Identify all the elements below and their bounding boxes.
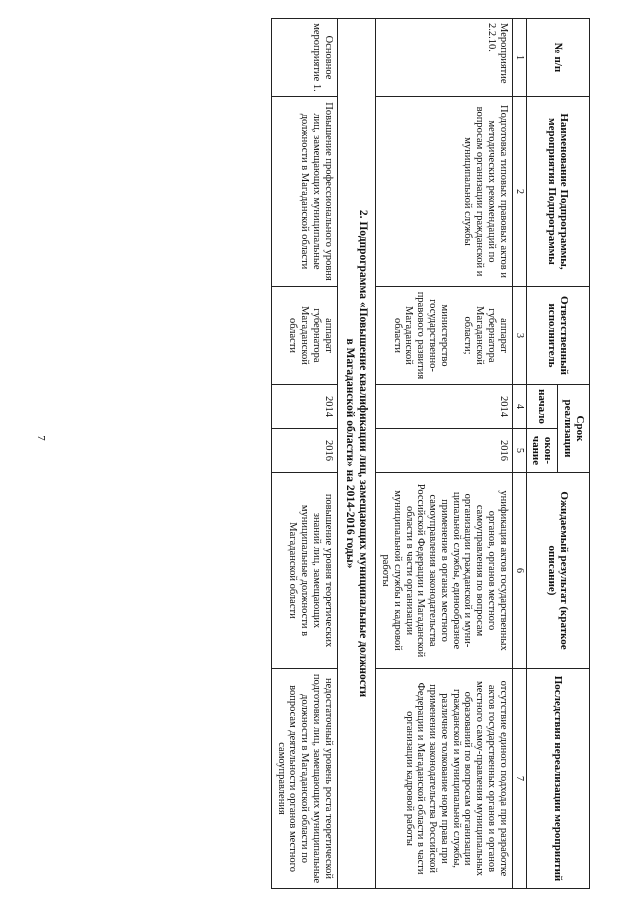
- page-number: 7: [34, 435, 47, 441]
- row-executor: аппарат губернатора Магаданской области: [271, 287, 337, 385]
- column-number: 7: [512, 669, 526, 889]
- row-consequences: отсутствие единого подхода при разработке актов государственных органов и органов местного самоу-правления муниципальных образований по вопросам организации гражданской и муниципальной службы, различное толкование норм права при применении законодательства Российской Федерации и Магаданской области в части организации кадровой работы: [376, 669, 512, 889]
- section-row: [337, 19, 376, 889]
- column-number: 5: [512, 429, 526, 473]
- row-result: унификация актов государственных органов, органов местного самоуправления по вопросам организации гражданской и муни-ципальной службы, единообразное применение в органах местного самоуправления законодательства Российской Федерации и Магаданской области в части организации муниципальной службы и кадровой работы: [376, 473, 512, 669]
- row-num: Мероприятие 2.2.10.: [376, 19, 512, 97]
- section-title-line: 2. Подпрограмма «Повышение квалификации лиц, замещающих муниципальные должности: [357, 209, 370, 698]
- row-result: повышение уровня теоретических знаний лиц, замещающих муниципальные должности в Магаданской области: [271, 473, 337, 669]
- executor-line: аппарат губернатора Магаданской области;: [462, 306, 509, 365]
- row-name: Подготовка типовых правовых актов и методических рекомендаций по вопросам организации гражданской и муниципальной службы: [376, 97, 512, 287]
- table-row: [271, 19, 337, 889]
- executor-line: министерство государственно-правового развития Магаданской области: [391, 291, 450, 380]
- column-number: 1: [512, 19, 526, 97]
- table-row: [376, 19, 512, 889]
- header-num: № п/п: [526, 19, 589, 97]
- header-result: Ожидаемый результат (краткое описание): [526, 473, 589, 669]
- column-number: 3: [512, 287, 526, 385]
- header-row: [558, 19, 590, 889]
- row-executor: [376, 287, 512, 385]
- header-term-start: начало: [526, 385, 558, 429]
- row-end: 2016: [376, 429, 512, 473]
- row-start: 2014: [376, 385, 512, 429]
- row-start: 2014: [271, 385, 337, 429]
- plan-table: [271, 18, 590, 889]
- header-term: Срок реализации: [558, 385, 590, 473]
- header-executor: Ответственный исполнитель: [526, 287, 589, 385]
- column-number: 6: [512, 473, 526, 669]
- header-name: Наименование Подпрограммы, мероприятия Подпрограммы: [526, 97, 589, 287]
- column-number: 4: [512, 385, 526, 429]
- section-title: [337, 19, 376, 889]
- row-num: Основное мероприятие 1.: [271, 19, 337, 97]
- section-title-line: в Магаданской области» на 2014-2016 годы»: [344, 338, 357, 569]
- row-end: 2016: [271, 429, 337, 473]
- rotated-page: [70, 18, 590, 888]
- row-name: Повышение профессионального уровня лиц, замещающих муниципальные должности в Магаданской области: [271, 97, 337, 287]
- row-consequences: недостаточный уровень роста теоретической подготовки лиц, замещающих муниципальные должности в Магаданской области по вопросам деятельности органов местного самоуправления: [271, 669, 337, 889]
- header-term-end: окон-чание: [526, 429, 558, 473]
- column-number-row: [512, 19, 526, 889]
- header-consequences: Последствия нереализации мероприятий: [526, 669, 589, 889]
- column-number: 2: [512, 97, 526, 287]
